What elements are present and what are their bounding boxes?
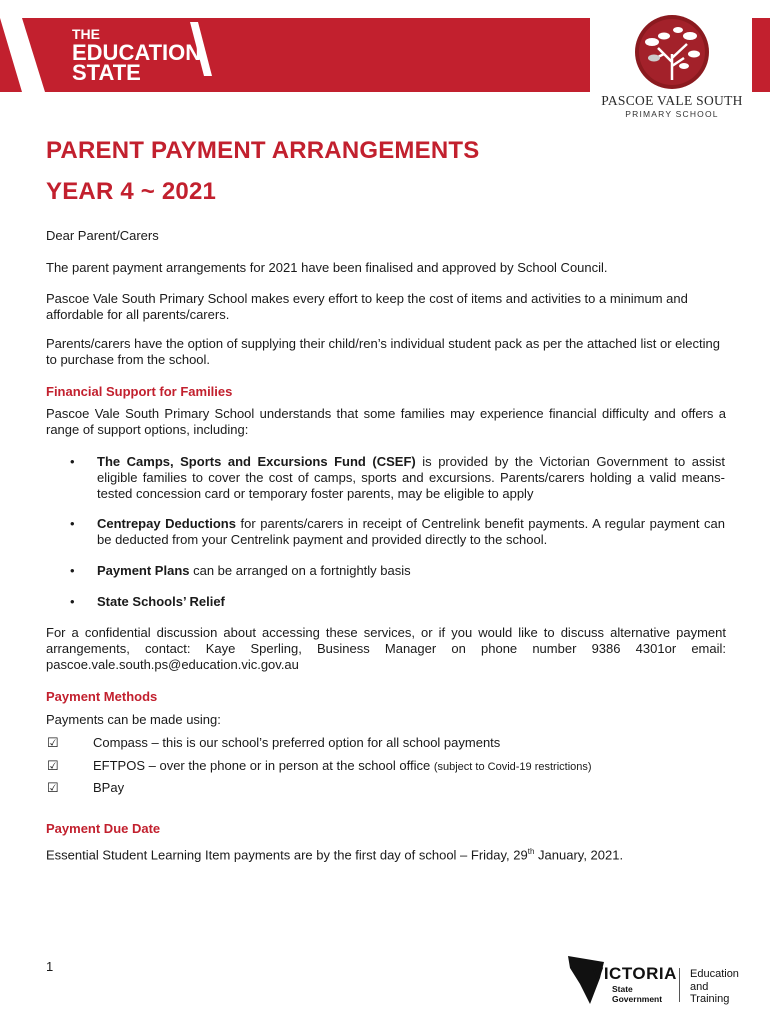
school-subtitle: PRIMARY SCHOOL <box>625 109 719 119</box>
list-item-csef <box>97 454 725 502</box>
payment-method-compass <box>93 735 500 750</box>
paragraph-3: Parents/carers have the option of supplying their child/ren’s individual student pack as per the attached list or electing to purchase from the school. <box>46 336 720 367</box>
school-name: PASCOE VALE SOUTH <box>601 93 743 108</box>
tree-icon <box>592 14 752 94</box>
brand-line-1: THE <box>72 26 100 42</box>
list-item-state-schools-relief <box>97 594 725 610</box>
checkbox-icon: ☑ <box>47 780 59 795</box>
contact-paragraph: For a confidential discussion about accessing these services, or if you would like to discuss alternative payment arrangements, contact: Kaye Sperling, Business Manager on phone number 9386 4301or email: pascoe.vale.south.ps@education.vic.gov.au <box>46 625 726 672</box>
department-line-1: Education <box>690 968 739 980</box>
list-item-bold: State Schools’ Relief <box>97 594 225 609</box>
education-state-logo <box>72 26 201 83</box>
list-item-bold: Payment Plans <box>97 563 190 578</box>
department-line-2: and Training <box>690 981 730 1005</box>
bullet-icon: • <box>70 594 75 609</box>
paragraph-2: Pascoe Vale South Primary School makes every effort to keep the cost of items and activities to a minimum and affordable for all parents/carers. <box>46 291 688 322</box>
list-item-text: for parents/carers in receipt of Centrelink benefit payments. A regular payment can be deducted from your Centrelink payment and provided directly to the school. <box>97 516 725 547</box>
list-item-text: can be arranged on a fortnightly basis <box>189 563 411 578</box>
list-item-centrepay <box>97 516 725 548</box>
state-label: State <box>612 984 633 994</box>
payment-methods-intro: Payments can be made using: <box>46 712 221 727</box>
victoria-wordmark: VICTORIA <box>592 964 677 983</box>
due-date-text-after: January, 2021. <box>534 847 624 863</box>
due-date-text <box>46 844 726 863</box>
list-item-text: is provided by the Victorian Government to assist eligible families to cover the cost of camps, sports and excursions. Parents/carers holding a valid means-tested concession card or temporary foster parents, may be eligible to apply <box>97 454 725 501</box>
payment-method-note: (subject to Covid-19 restrictions) <box>433 761 592 773</box>
due-date-text-before: Essential Student Learning Item payments are by the first day of school – Friday, 29 <box>46 847 528 863</box>
page-number: 1 <box>46 959 54 974</box>
list-item-bold: The Camps, Sports and Excursions Fund (CSEF) <box>97 454 416 469</box>
financial-intro: Pascoe Vale South Primary School understands that some families may experience financial difficulty and offers a range of support options, including: <box>46 406 726 437</box>
government-label: Government <box>612 994 663 1004</box>
bullet-icon: • <box>70 563 75 578</box>
due-date-ordinal: th <box>527 847 535 856</box>
payment-method-text: EFTPOS – over the phone or in person at the school office <box>93 758 434 773</box>
payment-method-text: BPay <box>93 780 125 795</box>
brand-line-3: STATE <box>72 60 141 85</box>
salutation: Dear Parent/Carers <box>46 228 159 243</box>
payment-methods-heading: Payment Methods <box>46 689 158 704</box>
payment-method-text: Compass – this is our school’s preferred option for all school payments <box>93 735 501 750</box>
paragraph-1: The parent payment arrangements for 2021 have been finalised and approved by School Council. <box>46 260 608 275</box>
footer-divider <box>679 968 680 1002</box>
bullet-icon: • <box>70 454 75 469</box>
page-title: PARENT PAYMENT ARRANGEMENTS <box>46 137 480 164</box>
financial-support-heading: Financial Support for Families <box>46 384 233 399</box>
list-item-bold: Centrepay Deductions <box>97 516 236 531</box>
checkbox-icon: ☑ <box>47 735 59 750</box>
payment-due-date-heading: Payment Due Date <box>46 821 161 836</box>
payment-method-bpay <box>93 780 124 795</box>
payment-method-eftpos <box>93 758 592 773</box>
brand-line-2: EDUCATION <box>72 40 202 65</box>
bullet-icon: • <box>70 516 75 531</box>
page-subtitle: YEAR 4 ~ 2021 <box>46 178 217 205</box>
list-item-payment-plans <box>97 563 725 579</box>
checkbox-icon: ☑ <box>47 758 59 773</box>
